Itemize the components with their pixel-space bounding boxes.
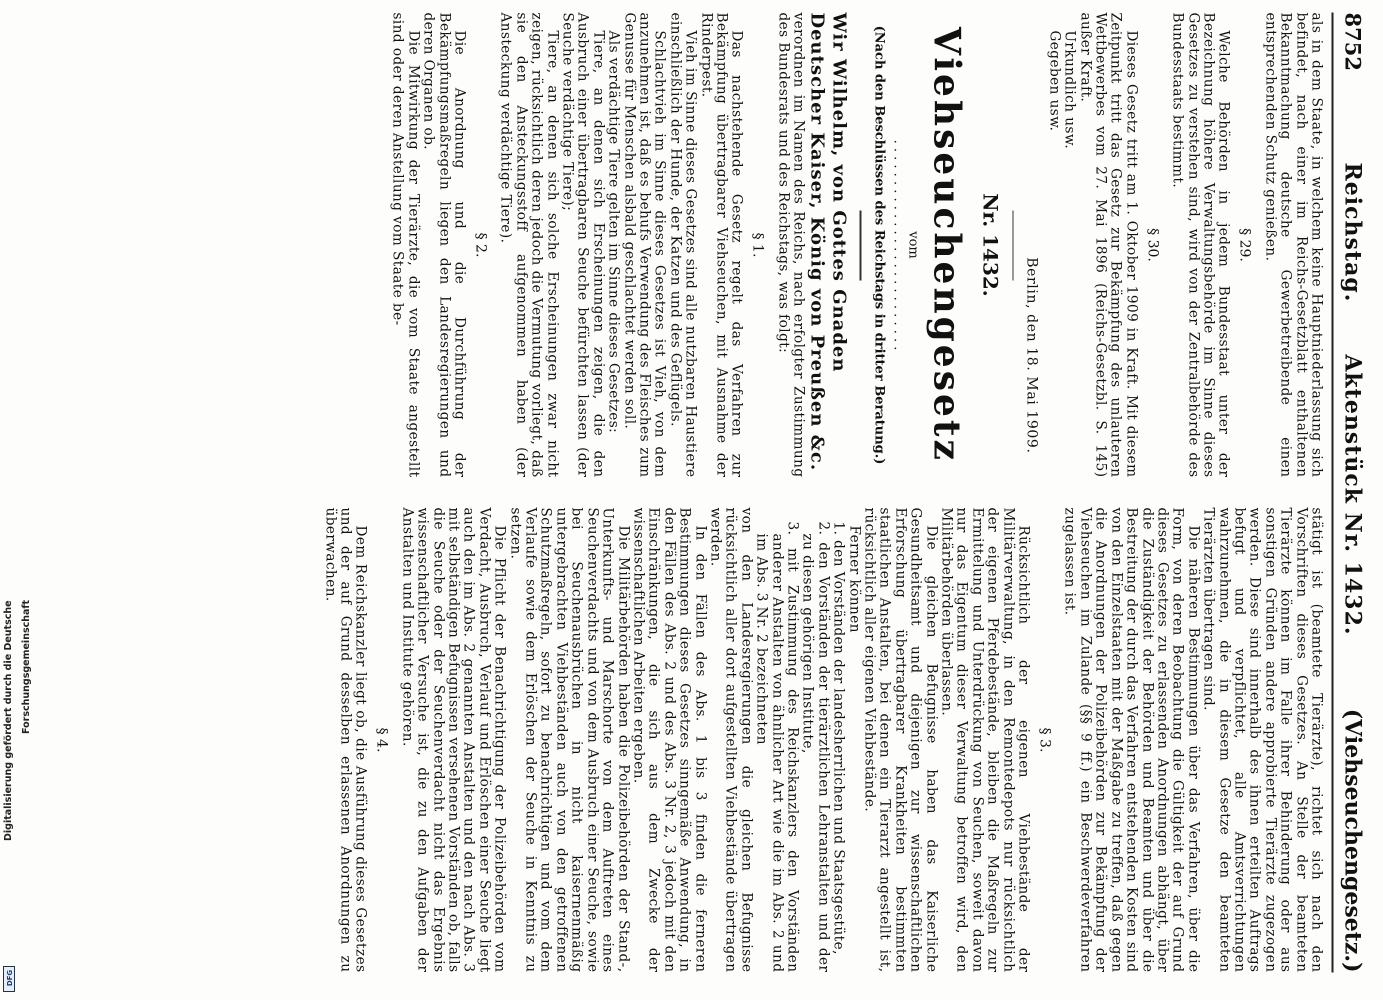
list-item: 1. den Vorständen der landesherrlichen und Staatsgestüte, (830, 521, 847, 955)
ferner-line: Ferner können (845, 525, 862, 633)
dotted-line: . . . . . . . . . . . . . . . . . . . . . . . . . . (889, 139, 905, 350)
section-3-heading: § 3. (1036, 727, 1053, 752)
section-1-paragraph: Tiere, an denen sich Erscheinungen zeigen, die den Ausbruch einer übertragbaren Seuche befürchten lassen (der Seuche verdächtige Tiere); (559, 12, 606, 477)
paragraph: Die näheren Bestimmungen über das Verfahren, über die Form, von deren Beobachtung die Gültigkeit der auf Grund dieses Gesetzes zu erlassenden Anordnungen abhängt, über die Zuständigkeit der Behörden und Beamten und über die Bestreitung der durch das Verfahren entstehenden Kosten sind von den Einzelstaaten mit der Maßgabe zu treffen, daß gegen die Anordnungen der Polizeibehörden zur Bekämpfung der Viehseuchen im Zulande (§§ 9 ff.) ein Beschwerdeverfahren zugelassen ist. (1061, 507, 1201, 972)
list-item: 3. mit Zustimmung des Reichskanzlers den Vorständen anderer Anstalten von ähnlicher Art wie die im Abs. 2 und im Abs. 3 Nr. 2 bezeichneten (753, 521, 800, 972)
section-1-paragraph: Tiere, an denen sich solche Erscheinungen zwar nicht zeigen, rücksichtlich deren jedoch die Vermutung vorliegt, daß sie den Ansteckungsstoff aufgenommen haben (der Ansteckung verdächtige Tiere). (497, 12, 560, 477)
document-number: Nr. 1432. (977, 192, 1002, 297)
closing-gegeben: Gegeben usw. (1045, 30, 1062, 131)
section-1-paragraph: Vieh im Sinne dieses Gesetzes sind alle nutzbaren Haustiere einschließlich der Hunde, der Katzen und des Geflügels. (666, 12, 699, 477)
preamble-heading: Wir Wilhelm, von Gottes Gnaden Deutscher Kaiser, König von Preußen &c. (806, 12, 850, 471)
law-title: Viehseuchengesetz (924, 26, 967, 463)
section-2-paragraph: Die Anordnung und die Durchführung der Bekämpfungsmaßregeln liegen den Landesregierungen und deren Organen ob. (420, 12, 467, 477)
left-column (389, 12, 1323, 477)
date-line: Berlin, den 18. Mai 1909. (1023, 256, 1040, 453)
divider (1012, 210, 1014, 280)
paragraph: Dem Reichskanzler liegt ob, die Ausführung dieses Gesetzes und der auf Grund desselben erlassenen Anordnungen zu überwachen. (321, 507, 369, 972)
paragraph: Rücksichtlich der eigenen Viehbestände der Militärverwaltung, in den Remontedepots nur rücksichtlich der eigenen Pferdebestände, bleiben die Maßregeln zur Ermittelung und Unterdrückung von Seuchen, soweit davon nur das Eigentum dieser Verwaltung betroffen wird, den Militärbehörden überlassen. (938, 507, 1032, 972)
section-1-heading: § 1. (749, 232, 766, 257)
section-29-heading: § 29. (1236, 227, 1253, 262)
dfg-logo (3, 966, 15, 992)
intro-paragraph: als in dem Staate, in welchem keine Hauptniederlassung sich befindet, nach einer im Reichs-Gesetzblatt enthaltenen Bekanntmachung deutsche Gewerbetreibende einen entsprechenden Schutz genießen. (1261, 12, 1324, 477)
funding-note: Digitalisierung gefördert durch die Deutsche Forschungsgemeinschaft (3, 600, 32, 841)
funding-sidebar (0, 0, 32, 1000)
header-rule (1331, 12, 1333, 972)
list-item: 2. den Vorständen der tierärztlichen Lehranstalten und der zu diesen gehörigen Institute, (799, 521, 831, 972)
header-title (1339, 162, 1365, 635)
paragraph: Die gleichen Befugnisse haben das Kaiserliche Gesundheitsamt und diejenigen zur wissenschaftlichen Erforschung übertragbarer Krankheiten bestimmten staatlichen Anstalten, bei denen ein Tierarzt angestellt ist, rücksichtlich aller eigenen Viehbestände. (861, 507, 939, 972)
title-vom: vom (904, 230, 920, 259)
section-1-paragraph: Das nachstehende Gesetz regelt das Verfahren zur Bekämpfung übertragbarer Viehseuchen, mit Ausnahme der Rinderpest. (697, 12, 745, 477)
preamble-text: verordnen im Namen des Reichs, nach erfolgter Zustimmung des Bundesrats und des Reichstags, was folgt: (774, 12, 807, 477)
right-column (321, 507, 1323, 972)
closing-urkundlich: Urkundlich usw. (1061, 30, 1078, 149)
header-reichstag: Reichstag. (1339, 162, 1365, 302)
paragraph: In den Fällen des Abs. 1 bis 3 finden die ferneren Bestimmungen dieses Gesetzes sinngemäße Anwendung, in den Fällen des Abs. 2 und des Abs. 3 Nr. 2, 3 jedoch mit den Einschränkungen, die sich aus dem Zwecke der wissenschaftlichen Arbeiten ergeben. (629, 507, 708, 972)
section-2-heading: § 2. (472, 232, 488, 257)
page-number: 8752 (1340, 12, 1365, 71)
authority-list (753, 507, 845, 972)
section-29-text: Welche Behörden in jedem Bundesstaat unter der Bezeichnung höhere Verwaltungsbehörde im Sinne dieses Gesetzes zu verstehen sind, wird von der Zentralbehörde des Bundesstaats bestimmt. (1169, 12, 1232, 477)
section-1-paragraph: Schlachtvieh im Sinne dieses Gesetzes ist Vieh, von dem anzunehmen ist, daß es behufs Verwendung des Fleisches zum Genusse für Menschen alsbald geschlachtet werden soll. (620, 12, 668, 477)
header-law-name: (Viehseuchengesetz.) (1339, 708, 1365, 972)
section-30-heading: § 30. (1143, 227, 1160, 262)
paragraph: von den Landesregierungen die gleichen Befugnisse rücksichtlich aller dort aufgestellten Viehbestände übertragen werden. (706, 507, 754, 972)
page-header (1333, 12, 1369, 972)
paragraph: Die Pflicht der Benachrichtigung der Polizeibehörden vom Verdacht, Ausbruch, Verlauf und Erlöschen einer Seuche liegt auch den im Abs. 2 genannten Anstalten und den nach Abs. 3 mit selbständigen Befugnissen versehenen Vorständen ob, falls die Seuche oder der Seuchenverdacht nicht das Ergebnis wissenschaftlicher Versuche ist, die zu den Aufgaben der Anstalten und Institute gehören. (398, 507, 508, 972)
section-30-text: Dieses Gesetz tritt am 1. Oktober 1909 in Kraft. Mit diesem Zeitpunkt tritt das Gesetz zur Bekämpfung des unlauteren Wettbewerbes vom 27. Mai 1896 (Reichs-Gesetzbl. S. 145) außer Kraft. (1076, 12, 1139, 477)
divider (859, 210, 861, 280)
dfg-logo-text: DFG (6, 969, 14, 987)
header-aktenstueck: Aktenstück Nr. 1432. (1339, 353, 1365, 636)
section-2-paragraph: Die Mitwirkung der Tierärzte, die vom Staate angestellt sind oder deren Anstellung vom Staate be- (389, 12, 421, 477)
section-4-heading: § 4. (373, 727, 390, 752)
paragraph: stätigt ist (beamtete Tierärzte), richtet sich nach den Vorschriften dieses Gesetzes. An Stelle der beamteten Tierärzte können im Falle ihrer Behinderung oder aus sonstigen Gründen andere approbierte Tierärzte zugezogen werden. Diese sind innerhalb des ihnen erteilten Auftrags befugt und verpflichtet, alle Amtsverrichtungen wahrzunehmen, die in diesem Gesetze den beamteten Tierärzten übertragen sind. (1200, 507, 1324, 972)
section-1-paragraph: Als verdächtige Tiere gelten im Sinne dieses Gesetzes: (605, 30, 622, 433)
paragraph: Die Militärbehörden haben die Polizeibehörden der Stand-, Unterkunfts- und Marschorte von dem Auftreten eines Seuchenverdachts und von dem Ausbruch einer Seuche, sowie bei Seuchenausbrüchen in nicht kaisernenmäßig untergebrachten Viehbeständen auch von den getroffenen Schutzmaßregeln, sofort zu benachrichtigen und vom dem Verlaufe sowie dem Erlöschen der Seuche in Kenntnis zu setzen. (506, 507, 631, 972)
reading-note: (Nach den Beschlüssen des Reichstags in dritter Beratung.) (870, 25, 886, 464)
